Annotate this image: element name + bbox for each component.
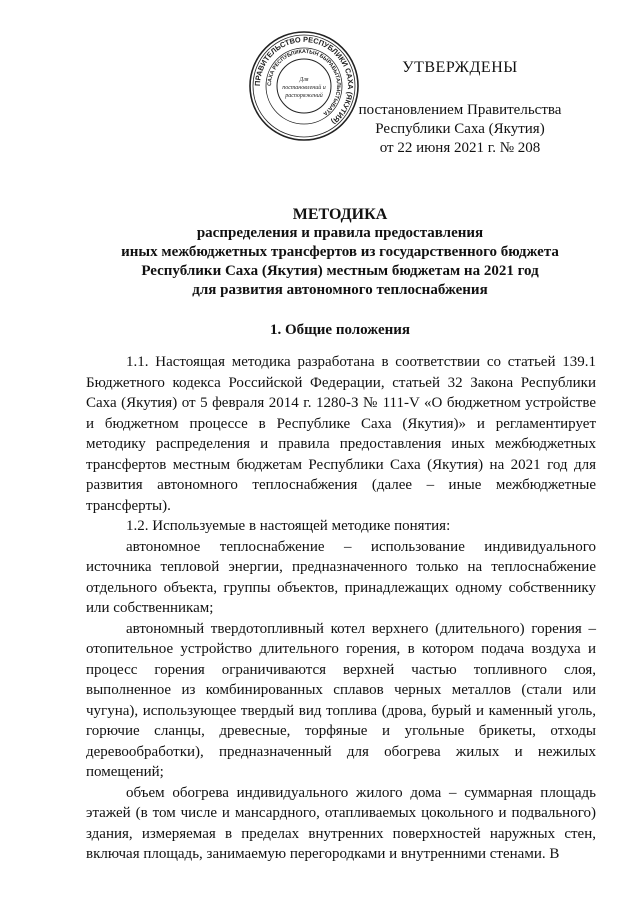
seal-inner-text: САХА РЕСПУБЛИКАТЫН БЫРАБЫТАЛЫСТЫБАТА: [266, 48, 342, 117]
document-title: [80, 205, 600, 300]
document-title-line-2: иных межбюджетных трансфертов из государственного бюджета: [121, 244, 559, 260]
paragraph-1-2: 1.2. Используемые в настоящей методике понятия:: [126, 518, 451, 534]
approval-line-1: постановлением Правительства: [358, 102, 562, 118]
document-title-line-1: распределения и правила предоставления: [196, 225, 484, 241]
seal-outer-text: ПРАВИТЕЛЬСТВО РЕСПУБЛИКИ САХА (ЯКУТИЯ): [252, 34, 356, 127]
definition-autonomous-heating: автономное теплоснабжение – использование индивидуального источника тепловой энергии, предназначенного только на теплоснабжение отдельного объекта, группы объектов, принадлежащих одному собственнику или собственникам;: [86, 538, 596, 616]
approval-block: [345, 58, 575, 158]
document-main-title: МЕТОДИКА: [292, 206, 388, 223]
document-body: [86, 352, 596, 865]
paragraph-1-1: 1.1. Настоящая методика разработана в соответствии со статьей 139.1 Бюджетного кодекса Российской Федерации, статьей 32 Закона Республики Саха (Якутия) от 5 февраля 2014 г. 1280-З № 111-V «О бюджетном устройстве и бюджетном процессе в Республике Саха (Якутия)» и регламентирует методику распределения и правила предоставления иных межбюджетных трансфертов местным бюджетам Республики Саха (Якутия) на 2021 год для развития автономного теплоснабжения (далее – иные межбюджетные трансферты).: [86, 354, 596, 514]
definition-heating-volume: объем обогрева индивидуального жилого дома – суммарная площадь этажей (в том числе и мансардного, отапливаемых цокольного и подвального) здания, измеряемая в пределах внутренних поверхностей наружных стен, включая площадь, занимаемую перегородками и внутренними стенами. В: [86, 784, 596, 862]
document-title-line-3: Республики Саха (Якутия) местным бюджетам на 2021 год: [141, 263, 539, 279]
approval-line-2: Республики Саха (Якутия): [375, 121, 545, 137]
approval-heading: УТВЕРЖДЕНЫ: [402, 59, 518, 76]
seal-center-line-2: постановлений и: [282, 85, 326, 91]
official-seal: [248, 30, 360, 142]
document-title-line-4: для развития автономного теплоснабжения: [192, 282, 488, 298]
section-heading: 1. Общие положения: [269, 322, 411, 338]
seal-center-line-1: Для: [299, 77, 309, 83]
approval-line-3: от 22 июня 2021 г. № 208: [379, 140, 541, 156]
seal-center-line-3: распоряжений: [285, 93, 323, 99]
definition-solid-fuel-boiler: автономный твердотопливный котел верхнего (длительного) горения – отопительное устройство длительного горения, в котором подача воздуха и процесс горения ограничиваются верхней частью топливного слоя, выполненное из комбинированных сплавов черных металлов (стали или чугуна), использующее твердый вид топлива (дрова, бурый и каменный уголь, горючие сланцы, древесные, торфяные и угольные брикеты, отходы деревообработки), предназначенный для обогрева жилых и нежилых помещений;: [86, 620, 596, 780]
